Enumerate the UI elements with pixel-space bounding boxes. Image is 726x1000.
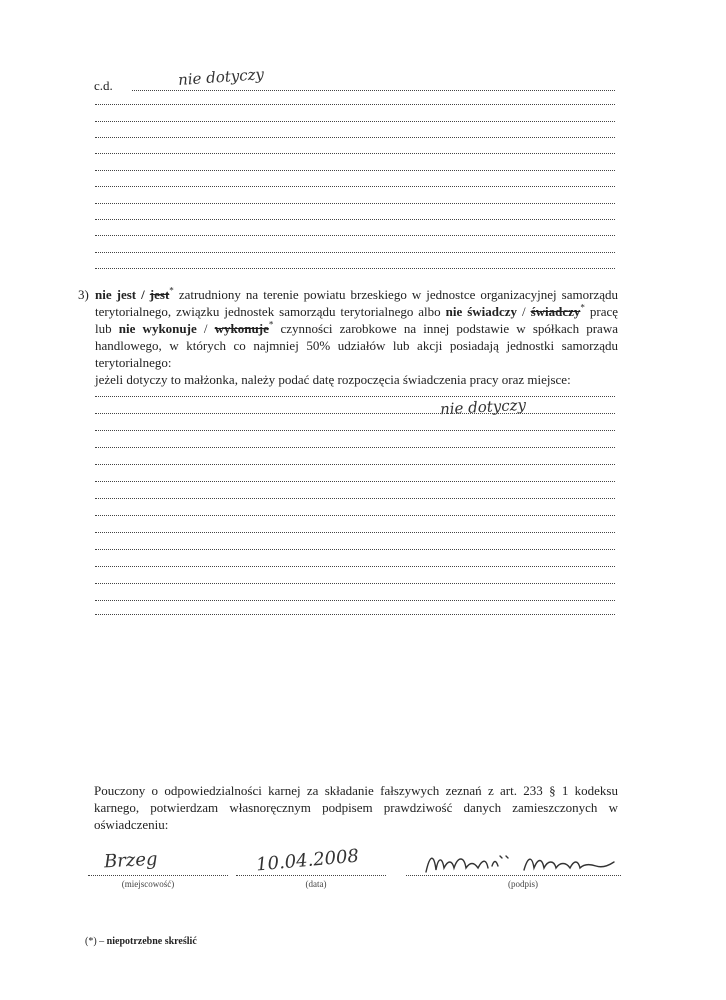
footnote-star: *: [268, 319, 274, 330]
swiadczy-option-struck: świadczy: [530, 304, 581, 319]
spouse-note: jeżeli dotyczy to małżonka, należy podać datę rozpoczęcia świadczenia pracy oraz miejsce:: [95, 372, 571, 387]
cd-dotted-line: [95, 153, 615, 154]
section-3-dotted-line: [95, 532, 615, 533]
section-3-number: 3): [78, 287, 89, 302]
section-3-dotted-line: [95, 515, 615, 516]
section-3-handwritten-note: nie dotyczy: [439, 395, 527, 419]
nie-wykonuje-option: nie wykonuje: [118, 321, 197, 336]
section-3-dotted-line: [95, 583, 615, 584]
section-3-dotted-line: [95, 447, 615, 448]
section-3-dotted-line: [95, 396, 615, 397]
section-3: [78, 286, 618, 388]
section-3-dotted-line: [95, 430, 615, 431]
nie-swiadczy-option: nie świadczy: [445, 304, 518, 319]
cd-dotted-line: [95, 203, 615, 204]
signature-line: [406, 875, 621, 876]
footnote-star: *: [580, 302, 585, 313]
cd-dotted-line: [95, 268, 615, 269]
wykonuje-option-struck: wykonuje: [214, 321, 269, 336]
section-3-dotted-line: [95, 600, 615, 601]
cd-dotted-line: [95, 235, 615, 236]
cd-label: c.d.: [94, 78, 113, 93]
section-3-dotted-line: [95, 481, 615, 482]
cd-dotted-line: [132, 90, 615, 91]
place-caption: (miejscowość): [121, 879, 175, 889]
footnote-mark: (*) –: [85, 936, 105, 947]
footnote-text: niepotrzebne skreślić: [106, 936, 197, 947]
cd-dotted-line: [95, 121, 615, 122]
date-caption: (data): [305, 879, 327, 889]
section-3-dotted-line: [95, 566, 615, 567]
cd-dotted-line: [95, 252, 615, 253]
section-3-dotted-line: [95, 464, 615, 465]
footnote: [85, 936, 197, 947]
cd-dotted-line: [95, 219, 615, 220]
section-3-dotted-line: [95, 413, 615, 414]
cd-dotted-line: [95, 137, 615, 138]
cd-dotted-line: [95, 186, 615, 187]
place-handwritten: Brzeg: [103, 848, 159, 873]
cd-dotted-line: [95, 104, 615, 105]
section-3-dotted-line: [95, 549, 615, 550]
cd-handwritten-note: nie dotyczy: [177, 65, 265, 89]
place-line: [88, 875, 228, 876]
date-handwritten: 10.04.2008: [255, 845, 360, 876]
section-3-dotted-line: [95, 614, 615, 615]
liability-statement: Pouczony o odpowiedzialności karnej za składanie fałszywych zeznań z art. 233 § 1 kodeksu karnego, potwierdzam własnoręcznym podpisem prawdziwość danych zamieszczonych w oświadczeniu:: [94, 783, 618, 832]
nie-jest-option: nie jest /: [95, 287, 145, 302]
section-3-dotted-line: [95, 498, 615, 499]
jest-option-struck: jest: [149, 287, 170, 302]
signature-caption: (podpis): [508, 879, 538, 889]
section-3-text: nie jest / jest* zatrudniony na terenie powiatu brzeskiego w jednostce organizacyjnej samorządu terytorialnego, związku jednostek samorządu terytorialnego albo nie świadczy / świadczy* pracę lub nie wykonuje / wykonuje* czynności zarobkowe na innej podstawie w spółkach prawa handlowego, w których co najmniej 50% udziałów lub akcji posiadają jednostki samorządu terytorialnego:: [95, 285, 618, 370]
cd-dotted-line: [95, 170, 615, 171]
date-line: [236, 875, 386, 876]
footnote-star: *: [169, 285, 174, 296]
